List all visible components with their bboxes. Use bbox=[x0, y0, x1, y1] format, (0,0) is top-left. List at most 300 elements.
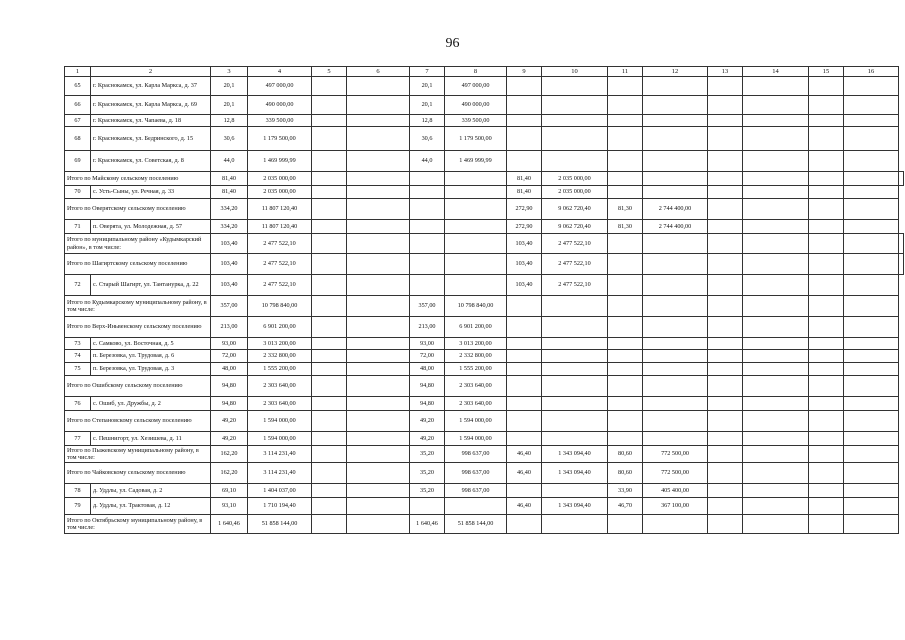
value-cell bbox=[643, 96, 708, 115]
value-cell bbox=[542, 484, 608, 498]
column-number-cell: 16 bbox=[844, 67, 899, 77]
value-cell bbox=[708, 484, 743, 498]
table-row bbox=[65, 115, 904, 127]
column-number-cell: 4 bbox=[248, 67, 312, 77]
value-cell bbox=[312, 432, 347, 446]
value-cell bbox=[347, 115, 410, 127]
value-cell bbox=[844, 411, 899, 432]
value-cell bbox=[608, 115, 643, 127]
value-cell bbox=[743, 172, 809, 186]
value-cell: 1 710 194,40 bbox=[248, 498, 312, 515]
value-cell bbox=[844, 127, 899, 151]
value-cell bbox=[643, 515, 708, 534]
value-cell bbox=[542, 115, 608, 127]
value-cell bbox=[445, 254, 507, 275]
value-cell bbox=[643, 254, 708, 275]
value-cell bbox=[708, 220, 743, 234]
value-cell bbox=[743, 275, 809, 296]
value-cell: 72,00 bbox=[410, 350, 445, 363]
value-cell bbox=[743, 376, 809, 397]
value-cell bbox=[312, 498, 347, 515]
value-cell: 998 637,00 bbox=[445, 484, 507, 498]
value-cell: 213,00 bbox=[211, 317, 248, 338]
value-cell: 1 594 000,00 bbox=[248, 411, 312, 432]
value-cell bbox=[809, 463, 844, 484]
value-cell: 357,00 bbox=[410, 296, 445, 317]
value-cell: 35,20 bbox=[410, 484, 445, 498]
subtotal-label: Итого по Ошибскому сельскому поселению bbox=[65, 376, 211, 397]
value-cell: 11 807 120,40 bbox=[248, 199, 312, 220]
value-cell bbox=[643, 186, 708, 199]
value-cell: 49,20 bbox=[211, 411, 248, 432]
row-number-cell: 77 bbox=[65, 432, 91, 446]
value-cell: 1 594 000,00 bbox=[445, 411, 507, 432]
value-cell bbox=[708, 199, 743, 220]
value-cell bbox=[809, 376, 844, 397]
table-row bbox=[65, 186, 904, 199]
value-cell bbox=[312, 363, 347, 376]
value-cell: 81,40 bbox=[211, 172, 248, 186]
value-cell: 2 035 000,00 bbox=[542, 172, 608, 186]
value-cell bbox=[410, 172, 445, 186]
value-cell bbox=[608, 296, 643, 317]
value-cell: 10 798 840,00 bbox=[445, 296, 507, 317]
address-cell: д. Уддлы, ул. Трактовая, д. 12 bbox=[91, 498, 211, 515]
value-cell: 11 807 120,40 bbox=[248, 220, 312, 234]
subtotal-row bbox=[65, 411, 904, 432]
value-cell bbox=[708, 186, 743, 199]
subtotal-row bbox=[65, 172, 904, 186]
value-cell bbox=[312, 254, 347, 275]
value-cell bbox=[608, 186, 643, 199]
value-cell bbox=[844, 151, 899, 172]
value-cell: 213,00 bbox=[410, 317, 445, 338]
value-cell bbox=[708, 350, 743, 363]
value-cell: 1 594 000,00 bbox=[445, 432, 507, 446]
value-cell: 9 062 720,40 bbox=[542, 199, 608, 220]
value-cell bbox=[809, 484, 844, 498]
value-cell bbox=[844, 96, 899, 115]
subtotal-label: Итого по Шагиртскому сельскому поселению bbox=[65, 254, 211, 275]
column-number-cell: 12 bbox=[643, 67, 708, 77]
value-cell: 20,1 bbox=[410, 77, 445, 96]
value-cell bbox=[445, 199, 507, 220]
subtotal-label: Итого по Кудымкарскому муниципальному району, в том числе: bbox=[65, 296, 211, 317]
value-cell: 6 901 200,00 bbox=[445, 317, 507, 338]
value-cell bbox=[542, 317, 608, 338]
value-cell: 339 500,00 bbox=[248, 115, 312, 127]
value-cell bbox=[809, 338, 844, 350]
value-cell bbox=[507, 338, 542, 350]
address-cell: п. Березовка, ул. Трудовая, д. 6 bbox=[91, 350, 211, 363]
value-cell bbox=[844, 77, 899, 96]
address-cell: г. Краснокамск, ул. Чапаева, д. 18 bbox=[91, 115, 211, 127]
value-cell bbox=[608, 77, 643, 96]
value-cell bbox=[347, 254, 410, 275]
address-cell: г. Краснокамск, ул. Советская, д. 8 bbox=[91, 151, 211, 172]
value-cell bbox=[743, 411, 809, 432]
value-cell bbox=[507, 432, 542, 446]
value-cell: 93,10 bbox=[211, 498, 248, 515]
value-cell: 6 901 200,00 bbox=[248, 317, 312, 338]
subtotal-label: Итого по муниципальному району «Кудымкарский район», в том числе: bbox=[65, 234, 211, 254]
value-cell: 94,80 bbox=[211, 376, 248, 397]
value-cell bbox=[743, 484, 809, 498]
value-cell: 30,6 bbox=[410, 127, 445, 151]
value-cell bbox=[743, 317, 809, 338]
value-cell: 33,90 bbox=[608, 484, 643, 498]
row-number-cell: 72 bbox=[65, 275, 91, 296]
value-cell bbox=[844, 363, 899, 376]
value-cell: 72,00 bbox=[211, 350, 248, 363]
value-cell bbox=[542, 432, 608, 446]
value-cell: 2 477 522,10 bbox=[542, 234, 608, 254]
value-cell: 35,20 bbox=[410, 463, 445, 484]
value-cell bbox=[410, 186, 445, 199]
value-cell bbox=[347, 397, 410, 411]
value-cell bbox=[312, 127, 347, 151]
column-number-cell: 2 bbox=[91, 67, 211, 77]
value-cell bbox=[643, 151, 708, 172]
value-cell bbox=[312, 151, 347, 172]
value-cell bbox=[708, 172, 743, 186]
value-cell bbox=[708, 275, 743, 296]
value-cell: 1 343 094,40 bbox=[542, 463, 608, 484]
value-cell bbox=[708, 376, 743, 397]
value-cell bbox=[844, 317, 899, 338]
value-cell bbox=[347, 275, 410, 296]
value-cell bbox=[743, 296, 809, 317]
value-cell bbox=[708, 446, 743, 463]
value-cell bbox=[708, 338, 743, 350]
value-cell: 2 477 522,10 bbox=[248, 254, 312, 275]
table-row bbox=[65, 338, 904, 350]
value-cell bbox=[347, 127, 410, 151]
value-cell: 339 500,00 bbox=[445, 115, 507, 127]
value-cell bbox=[743, 186, 809, 199]
value-cell bbox=[743, 234, 809, 254]
value-cell bbox=[312, 234, 347, 254]
value-cell bbox=[312, 275, 347, 296]
value-cell bbox=[708, 498, 743, 515]
value-cell: 490 000,00 bbox=[248, 96, 312, 115]
value-cell bbox=[809, 220, 844, 234]
value-cell bbox=[507, 96, 542, 115]
value-cell: 497 000,00 bbox=[445, 77, 507, 96]
value-cell bbox=[844, 498, 899, 515]
value-cell: 334,20 bbox=[211, 199, 248, 220]
value-cell bbox=[347, 172, 410, 186]
value-cell bbox=[809, 397, 844, 411]
value-cell bbox=[507, 115, 542, 127]
table-row bbox=[65, 498, 904, 515]
value-cell: 2 332 800,00 bbox=[248, 350, 312, 363]
value-cell bbox=[743, 397, 809, 411]
column-number-cell: 13 bbox=[708, 67, 743, 77]
value-cell bbox=[743, 363, 809, 376]
value-cell bbox=[809, 446, 844, 463]
table-row bbox=[65, 484, 904, 498]
address-cell: с. Старый Шагирт, ул. Тантанурка, д. 22 bbox=[91, 275, 211, 296]
value-cell: 81,30 bbox=[608, 199, 643, 220]
value-cell: 48,00 bbox=[410, 363, 445, 376]
value-cell bbox=[608, 96, 643, 115]
value-cell bbox=[809, 77, 844, 96]
value-cell bbox=[312, 515, 347, 534]
address-cell: с. Ошиб, ул. Дружбы, д. 2 bbox=[91, 397, 211, 411]
subtotal-row bbox=[65, 199, 904, 220]
value-cell: 51 858 144,00 bbox=[248, 515, 312, 534]
value-cell bbox=[347, 411, 410, 432]
value-cell bbox=[643, 397, 708, 411]
value-cell bbox=[809, 151, 844, 172]
value-cell: 334,20 bbox=[211, 220, 248, 234]
value-cell: 81,40 bbox=[507, 172, 542, 186]
value-cell: 998 637,00 bbox=[445, 446, 507, 463]
value-cell bbox=[708, 151, 743, 172]
value-cell: 2 303 640,00 bbox=[248, 376, 312, 397]
value-cell bbox=[507, 350, 542, 363]
table-row bbox=[65, 127, 904, 151]
column-number-row bbox=[65, 67, 904, 77]
subtotal-row bbox=[65, 234, 904, 254]
subtotal-row bbox=[65, 463, 904, 484]
value-cell: 3 013 200,00 bbox=[445, 338, 507, 350]
value-cell: 1 179 500,00 bbox=[445, 127, 507, 151]
value-cell bbox=[643, 338, 708, 350]
value-cell: 2 477 522,10 bbox=[248, 275, 312, 296]
column-number-cell: 8 bbox=[445, 67, 507, 77]
subtotal-row bbox=[65, 446, 904, 463]
value-cell bbox=[844, 186, 899, 199]
value-cell bbox=[743, 199, 809, 220]
table-row bbox=[65, 432, 904, 446]
value-cell bbox=[743, 463, 809, 484]
value-cell: 94,80 bbox=[410, 397, 445, 411]
value-cell: 772 500,00 bbox=[643, 463, 708, 484]
value-cell bbox=[844, 484, 899, 498]
value-cell bbox=[347, 446, 410, 463]
address-cell: г. Краснокамск, ул. Карла Маркса, д. 69 bbox=[91, 96, 211, 115]
value-cell bbox=[809, 275, 844, 296]
value-cell: 49,20 bbox=[410, 411, 445, 432]
value-cell bbox=[312, 186, 347, 199]
value-cell bbox=[844, 446, 899, 463]
value-cell bbox=[312, 338, 347, 350]
value-cell bbox=[643, 296, 708, 317]
value-cell bbox=[445, 234, 507, 254]
value-cell bbox=[708, 96, 743, 115]
table-row bbox=[65, 220, 904, 234]
value-cell bbox=[643, 275, 708, 296]
value-cell: 49,20 bbox=[211, 432, 248, 446]
address-cell: с. Самково, ул. Восточная, д. 5 bbox=[91, 338, 211, 350]
value-cell bbox=[507, 484, 542, 498]
value-cell bbox=[844, 397, 899, 411]
value-cell bbox=[809, 432, 844, 446]
value-cell bbox=[708, 254, 743, 275]
value-cell: 12,8 bbox=[410, 115, 445, 127]
value-cell bbox=[312, 172, 347, 186]
value-cell: 2 744 400,00 bbox=[643, 199, 708, 220]
value-cell: 9 062 720,40 bbox=[542, 220, 608, 234]
table-row bbox=[65, 275, 904, 296]
value-cell bbox=[608, 432, 643, 446]
value-cell bbox=[445, 275, 507, 296]
value-cell bbox=[608, 376, 643, 397]
value-cell bbox=[643, 363, 708, 376]
value-cell bbox=[844, 199, 899, 220]
value-cell bbox=[608, 172, 643, 186]
value-cell bbox=[708, 432, 743, 446]
subtotal-row bbox=[65, 254, 904, 275]
value-cell bbox=[708, 296, 743, 317]
value-cell bbox=[844, 515, 899, 534]
value-cell bbox=[608, 515, 643, 534]
subtotal-row bbox=[65, 296, 904, 317]
value-cell bbox=[844, 350, 899, 363]
value-cell bbox=[507, 363, 542, 376]
value-cell: 162,20 bbox=[211, 463, 248, 484]
value-cell: 30,6 bbox=[211, 127, 248, 151]
value-cell bbox=[708, 234, 743, 254]
value-cell: 1 179 500,00 bbox=[248, 127, 312, 151]
value-cell bbox=[643, 127, 708, 151]
value-cell bbox=[743, 446, 809, 463]
value-cell bbox=[809, 186, 844, 199]
table-row bbox=[65, 151, 904, 172]
address-cell: п. Березовка, ул. Трудовая, д. 3 bbox=[91, 363, 211, 376]
value-cell bbox=[743, 77, 809, 96]
value-cell: 46,40 bbox=[507, 498, 542, 515]
subtotal-label: Итого по Майскому сельскому поселению bbox=[65, 172, 211, 186]
value-cell: 93,00 bbox=[211, 338, 248, 350]
subtotal-row bbox=[65, 317, 904, 338]
value-cell bbox=[809, 296, 844, 317]
value-cell bbox=[844, 296, 899, 317]
value-cell: 93,00 bbox=[410, 338, 445, 350]
subtotal-label: Итого по Октябрьскому муниципальному району, в том числе: bbox=[65, 515, 211, 534]
value-cell bbox=[643, 317, 708, 338]
value-cell: 3 114 231,40 bbox=[248, 446, 312, 463]
value-cell bbox=[743, 432, 809, 446]
value-cell: 20,1 bbox=[410, 96, 445, 115]
value-cell bbox=[542, 127, 608, 151]
value-cell bbox=[608, 411, 643, 432]
value-cell: 51 858 144,00 bbox=[445, 515, 507, 534]
value-cell: 44,0 bbox=[211, 151, 248, 172]
value-cell bbox=[347, 151, 410, 172]
value-cell bbox=[445, 220, 507, 234]
value-cell: 3 114 231,40 bbox=[248, 463, 312, 484]
value-cell bbox=[542, 77, 608, 96]
value-cell bbox=[507, 317, 542, 338]
value-cell bbox=[542, 376, 608, 397]
value-cell bbox=[347, 432, 410, 446]
value-cell bbox=[410, 254, 445, 275]
value-cell bbox=[844, 234, 899, 254]
value-cell bbox=[809, 411, 844, 432]
column-number-cell: 15 bbox=[809, 67, 844, 77]
value-cell: 103,40 bbox=[507, 234, 542, 254]
value-cell bbox=[347, 376, 410, 397]
value-cell bbox=[347, 338, 410, 350]
value-cell: 162,20 bbox=[211, 446, 248, 463]
value-cell bbox=[312, 317, 347, 338]
value-cell bbox=[809, 515, 844, 534]
value-cell bbox=[643, 376, 708, 397]
value-cell bbox=[312, 296, 347, 317]
row-number-cell: 75 bbox=[65, 363, 91, 376]
column-number-cell: 3 bbox=[211, 67, 248, 77]
subtotal-row bbox=[65, 515, 904, 534]
row-number-cell: 74 bbox=[65, 350, 91, 363]
value-cell bbox=[643, 432, 708, 446]
value-cell bbox=[643, 77, 708, 96]
table-row bbox=[65, 350, 904, 363]
value-cell: 80,60 bbox=[608, 446, 643, 463]
value-cell: 69,10 bbox=[211, 484, 248, 498]
value-cell bbox=[445, 498, 507, 515]
value-cell bbox=[743, 515, 809, 534]
value-cell bbox=[809, 127, 844, 151]
value-cell: 1 404 037,00 bbox=[248, 484, 312, 498]
value-cell: 81,30 bbox=[608, 220, 643, 234]
value-cell bbox=[312, 115, 347, 127]
value-cell bbox=[312, 463, 347, 484]
value-cell: 2 035 000,00 bbox=[542, 186, 608, 199]
value-cell bbox=[743, 498, 809, 515]
value-cell: 94,80 bbox=[211, 397, 248, 411]
value-cell: 497 000,00 bbox=[248, 77, 312, 96]
value-cell bbox=[507, 151, 542, 172]
value-cell: 103,40 bbox=[211, 275, 248, 296]
value-cell: 12,8 bbox=[211, 115, 248, 127]
row-number-cell: 65 bbox=[65, 77, 91, 96]
value-cell: 2 477 522,10 bbox=[542, 275, 608, 296]
value-cell: 2 332 800,00 bbox=[445, 350, 507, 363]
column-number-cell: 1 bbox=[65, 67, 91, 77]
value-cell bbox=[410, 199, 445, 220]
value-cell bbox=[708, 463, 743, 484]
address-cell: г. Краснокамск, ул. Карла Маркса, д. 37 bbox=[91, 77, 211, 96]
subtotal-label: Итого по Верх-Иньвенскому сельскому поселению bbox=[65, 317, 211, 338]
value-cell: 2 303 640,00 bbox=[445, 397, 507, 411]
value-cell bbox=[312, 77, 347, 96]
value-cell: 2 303 640,00 bbox=[445, 376, 507, 397]
value-cell: 46,70 bbox=[608, 498, 643, 515]
value-cell bbox=[312, 376, 347, 397]
row-number-cell: 71 bbox=[65, 220, 91, 234]
value-cell bbox=[743, 151, 809, 172]
value-cell bbox=[809, 363, 844, 376]
value-cell bbox=[347, 463, 410, 484]
value-cell bbox=[507, 296, 542, 317]
value-cell bbox=[542, 350, 608, 363]
value-cell bbox=[899, 234, 904, 254]
value-cell bbox=[542, 96, 608, 115]
value-cell: 1 343 094,40 bbox=[542, 498, 608, 515]
value-cell bbox=[809, 172, 844, 186]
table-row bbox=[65, 363, 904, 376]
value-cell bbox=[643, 234, 708, 254]
value-cell: 1 594 000,00 bbox=[248, 432, 312, 446]
value-cell: 103,40 bbox=[211, 234, 248, 254]
value-cell bbox=[899, 172, 904, 186]
address-cell: д. Уддлы, ул. Садовая, д. 2 bbox=[91, 484, 211, 498]
address-cell: с. Усть-Сыны, ул. Речная, д. 33 bbox=[91, 186, 211, 199]
value-cell bbox=[542, 151, 608, 172]
